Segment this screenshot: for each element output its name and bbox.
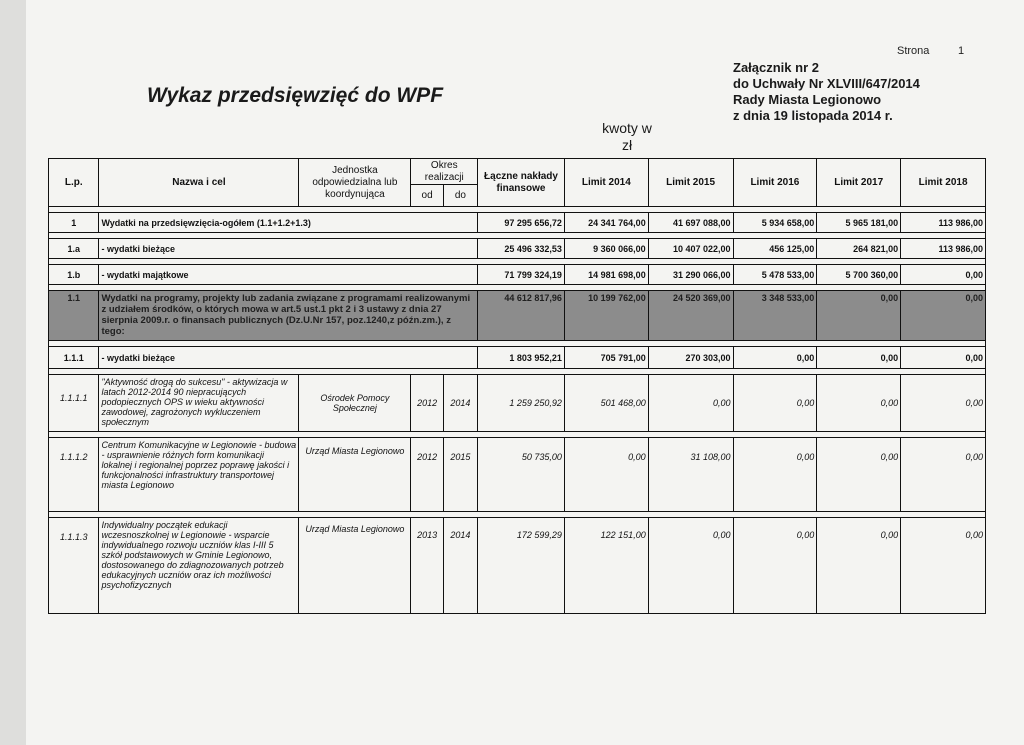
cell-limit-2018: 113 986,00 (901, 239, 986, 259)
table-row (49, 265, 986, 285)
cell-limit-2017: 0,00 (817, 375, 901, 432)
header-lp: L.p. (49, 159, 99, 207)
cell-limit-2015: 10 407 022,00 (648, 239, 733, 259)
header-limit-2017: Limit 2017 (817, 159, 901, 207)
cell-name: "Aktywność drogą do sukcesu" - aktywizacja w latach 2012-2014 90 niepracujących podopiecznych OPS w wieku aktywności zawodowej, zagrożonych wykluczeniem społecznym (99, 375, 299, 432)
table-row (49, 518, 986, 614)
header-limit-2018: Limit 2018 (901, 159, 986, 207)
cell-limit-2016: 0,00 (733, 518, 817, 614)
cell-lp: 1.b (49, 265, 99, 285)
cell-unit: Urząd Miasta Legionowo (299, 518, 411, 614)
page-label: Strona (897, 45, 930, 57)
cell-limit-2014: 14 981 698,00 (564, 265, 648, 285)
cell-limit-2017: 0,00 (817, 438, 901, 512)
cell-from: 2012 (411, 438, 443, 512)
cell-limit-2016: 0,00 (733, 375, 817, 432)
cell-total: 1 259 250,92 (478, 375, 565, 432)
cell-limit-2016: 3 348 533,00 (733, 291, 817, 341)
cell-limit-2015: 31 290 066,00 (648, 265, 733, 285)
table-row (49, 239, 986, 259)
cell-limit-2014: 0,00 (564, 438, 648, 512)
cell-limit-2018: 113 986,00 (901, 213, 986, 233)
table-row (49, 213, 986, 233)
cell-name: - wydatki bieżące (99, 347, 478, 369)
page-title: Wykaz przedsięwzięć do WPF (147, 84, 444, 107)
header-unit: Jednostka odpowiedzialna lub koordynująca (299, 159, 411, 207)
cell-limit-2017: 5 700 360,00 (817, 265, 901, 285)
cell-limit-2017: 0,00 (817, 347, 901, 369)
page-number: 1 (958, 45, 965, 57)
cell-limit-2015: 24 520 369,00 (648, 291, 733, 341)
cell-total: 97 295 656,72 (478, 213, 565, 233)
cell-lp: 1.1 (49, 291, 99, 341)
cell-total: 50 735,00 (478, 438, 565, 512)
cell-lp: 1.1.1 (49, 347, 99, 369)
scan-edge (0, 0, 26, 745)
cell-limit-2015: 0,00 (648, 518, 733, 614)
cell-limit-2017: 5 965 181,00 (817, 213, 901, 233)
cell-to: 2014 (443, 518, 477, 614)
attachment-line: do Uchwały Nr XLVIII/647/2014 (733, 76, 920, 91)
cell-lp: 1.a (49, 239, 99, 259)
header-name: Nazwa i cel (99, 159, 299, 207)
header-from: od (411, 185, 443, 207)
cell-limit-2016: 5 478 533,00 (733, 265, 817, 285)
cell-name: - wydatki majątkowe (99, 265, 478, 285)
units-note: kwoty w zł (602, 120, 652, 153)
cell-name: Wydatki na przedsięwzięcia-ogółem (1.1+1.2+1.3) (99, 213, 478, 233)
cell-total: 44 612 817,96 (478, 291, 565, 341)
cell-limit-2014: 501 468,00 (564, 375, 648, 432)
cell-limit-2016: 456 125,00 (733, 239, 817, 259)
cell-limit-2014: 9 360 066,00 (564, 239, 648, 259)
cell-unit: Urząd Miasta Legionowo (299, 438, 411, 512)
cell-limit-2014: 122 151,00 (564, 518, 648, 614)
cell-to: 2015 (443, 438, 477, 512)
cell-name: - wydatki bieżące (99, 239, 478, 259)
cell-limit-2014: 705 791,00 (564, 347, 648, 369)
cell-total: 71 799 324,19 (478, 265, 565, 285)
cell-name: Centrum Komunikacyjne w Legionowie - budowa - usprawnienie różnych form komunikacji lokalnej i regionalnej poprzez poprawę jakości i funkcjonalności infrastruktury transportowej miasta Legionowo (99, 438, 299, 512)
attachment-line: z dnia 19 listopada 2014 r. (733, 108, 893, 123)
cell-limit-2014: 10 199 762,00 (564, 291, 648, 341)
attachment-line: Rady Miasta Legionowo (733, 92, 882, 107)
cell-limit-2018: 0,00 (901, 375, 986, 432)
cell-limit-2018: 0,00 (901, 518, 986, 614)
cell-limit-2017: 0,00 (817, 518, 901, 614)
table-row (49, 438, 986, 512)
cell-limit-2017: 0,00 (817, 291, 901, 341)
attachment-header (733, 60, 920, 124)
cell-limit-2015: 270 303,00 (648, 347, 733, 369)
cell-total: 1 803 952,21 (478, 347, 565, 369)
cell-lp: 1.1.1.2 (49, 438, 99, 512)
cell-to: 2014 (443, 375, 477, 432)
cell-lp: 1 (49, 213, 99, 233)
cell-from: 2012 (411, 375, 443, 432)
cell-limit-2018: 0,00 (901, 291, 986, 341)
cell-limit-2016: 0,00 (733, 438, 817, 512)
cell-limit-2016: 5 934 658,00 (733, 213, 817, 233)
header-period: Okres realizacji (411, 159, 478, 185)
header-total: Łączne nakłady finansowe (478, 159, 565, 207)
cell-limit-2015: 0,00 (648, 375, 733, 432)
cell-lp: 1.1.1.3 (49, 518, 99, 614)
header-to: do (443, 185, 477, 207)
cell-lp: 1.1.1.1 (49, 375, 99, 432)
header-limit-2014: Limit 2014 (564, 159, 648, 207)
cell-limit-2016: 0,00 (733, 347, 817, 369)
cell-limit-2017: 264 821,00 (817, 239, 901, 259)
projects-table (48, 158, 986, 614)
cell-limit-2015: 41 697 088,00 (648, 213, 733, 233)
cell-total: 25 496 332,53 (478, 239, 565, 259)
cell-total: 172 599,29 (478, 518, 565, 614)
attachment-line: Załącznik nr 2 (733, 60, 819, 75)
header-limit-2016: Limit 2016 (733, 159, 817, 207)
cell-name: Wydatki na programy, projekty lub zadania związane z programami realizowanymi z udziałem środków, o których mowa w art.5 ust.1 pkt 2 i 3 ustawy z dnia 27 sierpnia 2009.r. o finansach publicznych (Dz.U.Nr 157, poz.1240,z późn.zm.), z tego: (99, 291, 478, 341)
cell-limit-2014: 24 341 764,00 (564, 213, 648, 233)
header-row (49, 159, 986, 185)
cell-name: Indywidualny początek edukacji wczesnoszkolnej w Legionowie - wsparcie indywidualnego rozwoju uczniów klas I-III 5 szkół podstawowych w Gminie Legionowo, dostosowanego do zdiagnozowanych potrzeb edukacyjnych uczniów oraz ich możliwości psychofizycznych (99, 518, 299, 614)
table-row-highlighted (49, 291, 986, 341)
cell-limit-2018: 0,00 (901, 347, 986, 369)
table-row (49, 347, 986, 369)
cell-unit: Ośrodek Pomocy Społecznej (299, 375, 411, 432)
cell-limit-2015: 31 108,00 (648, 438, 733, 512)
cell-limit-2018: 0,00 (901, 438, 986, 512)
cell-from: 2013 (411, 518, 443, 614)
cell-limit-2018: 0,00 (901, 265, 986, 285)
header-limit-2015: Limit 2015 (648, 159, 733, 207)
table-row (49, 375, 986, 432)
